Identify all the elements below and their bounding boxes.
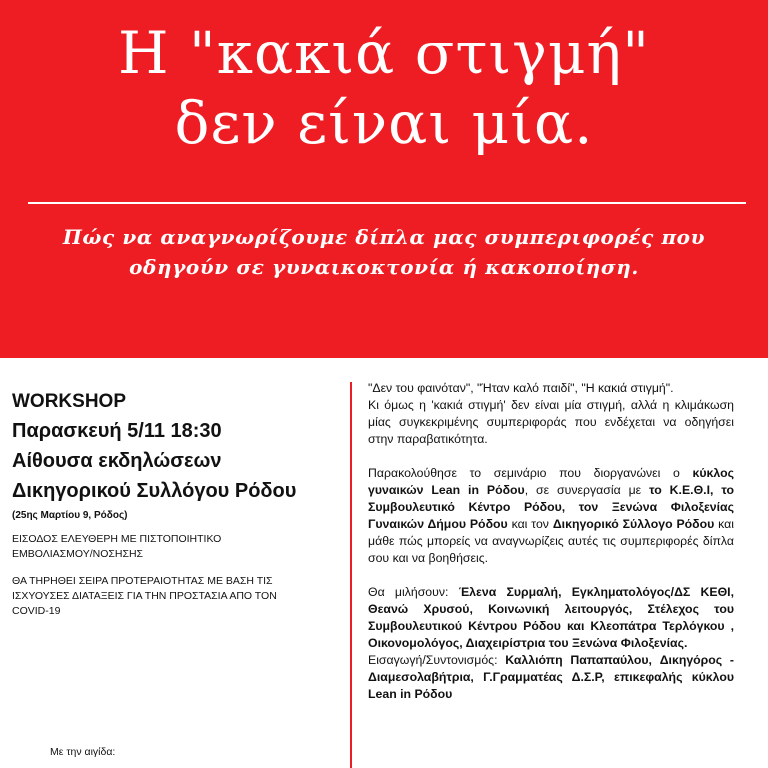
moderator-details: Δικηγόρος - Διαμεσολαβήτρια, Γ.Γραμματέας Δ.Σ.Ρ, επικεφαλής κύκλου Lean in Ρόδου — [368, 653, 735, 701]
invitation-paragraph — [368, 465, 734, 567]
poster-title — [0, 0, 768, 158]
invitation-text: και τον — [507, 517, 553, 531]
column-divider — [350, 382, 352, 768]
event-datetime: Παρασκευή 5/11 18:30 — [12, 420, 222, 442]
invitation-text: , σε συνεργασία με — [524, 483, 642, 497]
event-venue-line1: Αίθουσα εκδηλώσεων — [12, 450, 222, 472]
priority-note-line: COVID-19 — [12, 605, 61, 617]
invitation-text: Παρακολούθησε το σεμινάριο που διοργανώνει ο — [368, 466, 680, 480]
moderator-paragraph — [368, 652, 734, 703]
sponsor-label: Με την αιγίδα: — [50, 746, 116, 758]
invitation-text: και μάθε πώς μπορείς να αναγνωρίζεις αυτές τις συμπεριφορές δίπλα σου και να βοηθήσεις. — [368, 517, 735, 565]
partners-list: το Κ.Ε.Θ.Ι, το Συμβουλευτικό Κέντρο Ρόδου, τον Ξενώνα Φιλοξενίας Γυναικών Δήμου Ρόδου — [368, 483, 734, 531]
moderator-name: Καλλιόπη Παπαπαύλου, — [505, 653, 652, 667]
entry-note-line: ΕΙΣΟΔΟΣ ΕΛΕΥΘΕΡΗ ΜΕ ΠΙΣΤΟΠΟΙΗΤΙΚΟ — [12, 533, 222, 545]
moderator-label: Εισαγωγή/Συντονισμός: — [368, 653, 506, 667]
speakers-label: Θα μιλήσουν: — [368, 585, 459, 599]
speakers-list: Έλενα Συρμαλή, Εγκληματολόγος/ΔΣ ΚΕΘΙ, Θεανώ Χρυσού, Κοινωνική λειτουργός, Στέλεχος του Συμβουλευτικού Κέντρου Ρόδου και Κλεοπάτρα Τερλόγκου , Οικονομολόγος, Διαχειρίστρια του Ξενώνα Φιλοξενίας. — [368, 585, 735, 650]
title-divider — [28, 202, 746, 204]
event-details — [12, 388, 347, 619]
event-venue-line2: Δικηγορικού Συλλόγου Ρόδου — [12, 480, 297, 502]
priority-note-line: ΘΑ ΤΗΡΗΘΕΙ ΣΕΙΡΑ ΠΡΟΤΕΡΑΙΟΤΗΤΑΣ ΜΕ ΒΑΣΗ ΤΙΣ — [12, 575, 273, 587]
header-banner — [0, 0, 768, 358]
entry-note-line: ΕΜΒΟΛΙΑΣΜΟΥ/ΝΟΣΗΣΗΣ — [12, 548, 144, 560]
organizer-name: κύκλος γυναικών Lean in Ρόδου — [368, 466, 734, 497]
event-address: (25ης Μαρτίου 9, Ρόδος) — [12, 510, 128, 521]
speakers-paragraph — [368, 584, 734, 652]
title-line-1: Η "κακιά στιγμή" — [118, 19, 650, 87]
quote-paragraph: "Δεν του φαινόταν", "Ήταν καλό παιδί", "Η κακιά στιγμή". — [368, 381, 674, 395]
priority-note — [12, 574, 347, 619]
subtitle-line-1: Πώς να αναγνωρίζουμε δίπλα μας συμπεριφορές που — [62, 225, 706, 249]
subtitle-line-2: οδηγούν σε γυναικοκτονία ή κακοποίηση. — [129, 255, 639, 279]
title-line-2: δεν είναι μία. — [174, 89, 594, 157]
entry-note — [12, 532, 347, 562]
bar-association-name: Δικηγορικό Σύλλογο Ρόδου — [552, 517, 715, 531]
priority-note-line: ΙΣΧΥΟΥΣΕΣ ΔΙΑΤΑΞΕΙΣ ΓΙΑ ΤΗΝ ΠΡΟΣΤΑΣΙΑ ΑΠΟ ΤΟΝ — [12, 590, 277, 602]
event-type-label: WORKSHOP — [12, 391, 126, 412]
poster-subtitle — [30, 222, 738, 282]
description-column — [368, 380, 734, 703]
intro-paragraph: Κι όμως η 'κακιά στιγμή' δεν είναι μία στιγμή, αλλά η κλιμάκωση μίας συγκεκριμένης συμπεριφοράς που ενδέχεται να οδηγήσει στην παραβατικότητα. — [368, 398, 734, 446]
